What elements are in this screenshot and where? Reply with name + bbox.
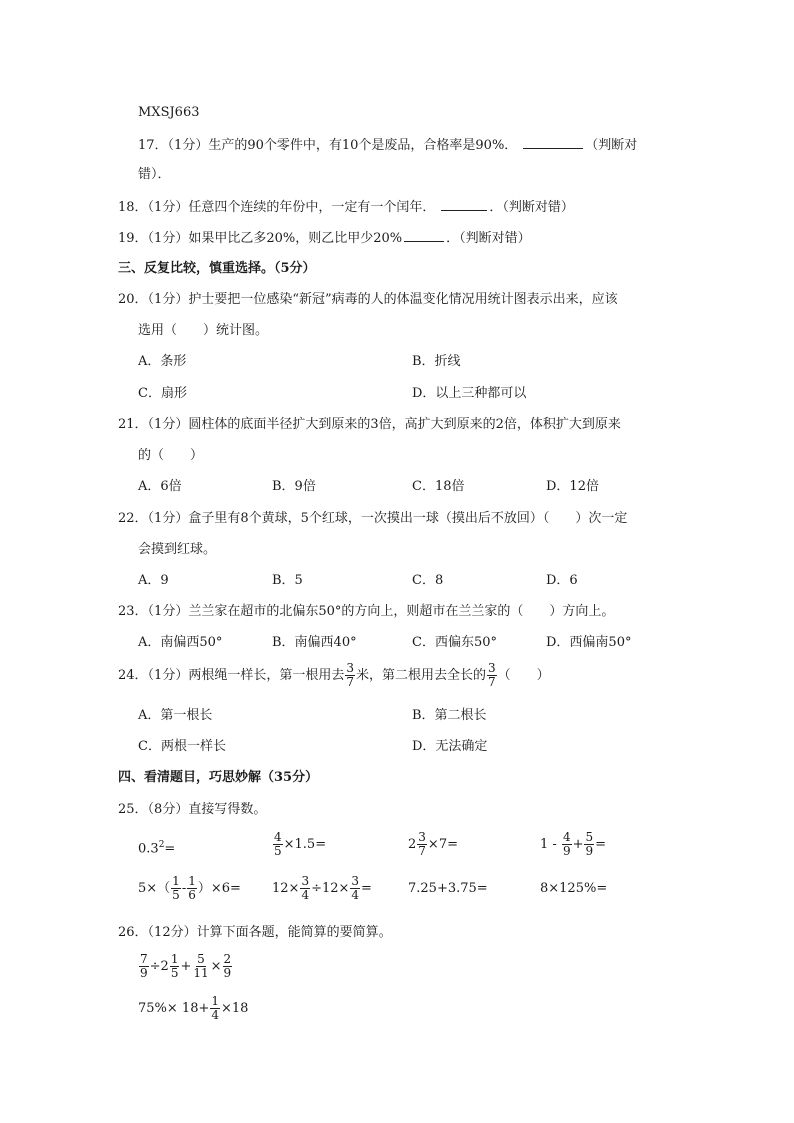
fraction-denominator: 9 <box>140 966 148 980</box>
expr-text: = <box>361 881 372 896</box>
fraction <box>210 995 220 1022</box>
expr-26-2 <box>138 994 248 1024</box>
option-23-d[interactable]: D．西偏南50° <box>546 635 632 650</box>
expr-text: ×7= <box>427 837 458 852</box>
expr-text: = <box>595 837 607 852</box>
fraction-denominator: 7 <box>346 675 354 689</box>
fraction-numerator: 1 <box>188 874 196 888</box>
expr-text: = <box>164 841 176 857</box>
fraction-numerator: 5 <box>585 830 594 844</box>
question-20-line1: 20．（1分）护士要把一位感染“新冠”病毒的人的体温变化情况用统计图表示出来，应该 <box>118 292 618 307</box>
option-20-a[interactable]: A．条形 <box>138 354 187 369</box>
option-21-b[interactable]: B．9倍 <box>272 479 316 494</box>
option-23-c[interactable]: C．西偏东50° <box>412 635 497 650</box>
answer-blank-18[interactable] <box>441 197 487 211</box>
question-22-line2: 会摸到红球。 <box>138 542 217 557</box>
question-19 <box>118 228 531 248</box>
fraction-denominator: 6 <box>188 888 196 902</box>
question-24-line1 <box>118 662 550 690</box>
question-17 <box>138 135 637 155</box>
expr-25-8: 8×125%= <box>540 881 608 896</box>
expr-text: 5×（ <box>138 881 171 896</box>
answer-blank-19[interactable] <box>404 228 444 242</box>
fraction <box>187 875 197 902</box>
question-20-line2: 选用（ ）统计图。 <box>138 323 269 338</box>
fraction-denominator: 4 <box>351 888 360 902</box>
expr-26-1 <box>138 952 233 982</box>
fraction-denominator: 7 <box>418 844 426 858</box>
fraction-numerator: 3 <box>418 830 426 844</box>
question-25-title: 25．（8分）直接写得数。 <box>118 802 267 817</box>
fraction-denominator: 7 <box>487 675 496 689</box>
option-22-c[interactable]: C．8 <box>412 573 444 588</box>
fraction-numerator: 4 <box>562 830 571 844</box>
fraction-numerator: 1 <box>172 874 180 888</box>
question-17-text: 17．（1分）生产的90个零件中，有10个是废品，合格率是90%． <box>138 138 518 153</box>
question-19-text: 19．（1分）如果甲比乙多20%，则乙比甲少20% <box>118 231 403 246</box>
expr-text: 1 - <box>540 837 557 852</box>
expr-25-3 <box>408 830 458 860</box>
expr-text: ）×6= <box>197 881 241 896</box>
section-4-title: 四、看清题目，巧思妙解（35分） <box>118 770 319 785</box>
option-21-a[interactable]: A．6倍 <box>138 479 182 494</box>
question-19-judge: ．（判断对错） <box>446 231 531 246</box>
fraction-denominator: 5 <box>172 888 180 902</box>
question-24-part1: 24．（1分）两根绳一样长，第一根用去 <box>118 668 345 683</box>
question-24-part3: （ ） <box>497 668 550 683</box>
doc-code: MXSJ663 <box>138 105 200 120</box>
expr-text: 75%× 18+ <box>138 1001 210 1016</box>
fraction-numerator: 3 <box>487 661 496 675</box>
expr-text: 2 <box>408 837 417 852</box>
option-23-b[interactable]: B．南偏西40° <box>272 635 357 650</box>
option-22-d[interactable]: D．6 <box>546 573 578 588</box>
expr-text: - <box>181 881 187 896</box>
fraction-three-sevenths-1 <box>345 662 355 689</box>
question-26-title: 26．（12分）计算下面各题，能简算的要简算。 <box>118 925 392 940</box>
question-21-line1: 21．（1分）圆柱体的底面半径扩大到原来的3倍，高扩大到原来的2倍，体积扩大到原来 <box>118 417 621 432</box>
expr-text: ×18 <box>221 1001 249 1016</box>
option-21-d[interactable]: D．12倍 <box>546 479 599 494</box>
fraction-numerator: 3 <box>301 874 310 888</box>
fraction <box>350 875 360 902</box>
question-23-line1: 23．（1分）兰兰家在超市的北偏东50°的方向上，则超市在兰兰家的（ ）方向上。 <box>118 604 615 619</box>
fraction-denominator: 9 <box>562 844 571 858</box>
expr-25-2 <box>272 830 326 860</box>
option-24-b[interactable]: B．第二根长 <box>412 708 487 723</box>
option-20-c[interactable]: C．扇形 <box>138 386 187 401</box>
fraction-numerator: 7 <box>140 952 148 966</box>
expr-25-5 <box>138 874 241 904</box>
option-21-c[interactable]: C．18倍 <box>412 479 465 494</box>
fraction <box>223 953 233 980</box>
exponent: 2 <box>158 840 165 850</box>
fraction <box>417 831 427 858</box>
fraction-denominator: 4 <box>211 1008 219 1022</box>
fraction <box>192 953 209 980</box>
fraction <box>300 875 310 902</box>
option-24-c[interactable]: C．两根一样长 <box>138 739 226 754</box>
option-20-b[interactable]: B．折线 <box>412 354 461 369</box>
fraction-three-sevenths-2 <box>487 662 497 689</box>
expr-25-6 <box>272 874 372 904</box>
question-24-part2: 米，第二根用去全长的 <box>355 668 486 683</box>
option-23-a[interactable]: A．南偏西50° <box>138 635 223 650</box>
fraction-numerator: 1 <box>170 952 179 966</box>
expr-text: ×1.5= <box>283 837 327 852</box>
fraction-numerator: 3 <box>346 661 354 675</box>
expr-25-4 <box>540 830 606 860</box>
fraction-denominator: 5 <box>170 966 179 980</box>
fraction-numerator: 3 <box>351 874 360 888</box>
expr-text: + <box>572 837 584 852</box>
fraction <box>584 831 594 858</box>
option-24-a[interactable]: A．第一根长 <box>138 708 213 723</box>
expr-text: ÷2 <box>149 959 169 974</box>
fraction <box>171 875 181 902</box>
expr-25-1 <box>138 836 175 858</box>
expr-text: 12× <box>272 881 300 896</box>
fraction-numerator: 1 <box>211 994 219 1008</box>
expr-text: ÷12× <box>311 881 350 896</box>
fraction-numerator: 2 <box>223 952 232 966</box>
question-18-text: 18．（1分）任意四个连续的年份中，一定有一个闰年． <box>118 200 436 215</box>
fraction-numerator: 4 <box>274 830 282 844</box>
answer-blank-17[interactable] <box>523 135 583 149</box>
fraction-denominator: 9 <box>585 844 594 858</box>
fraction <box>170 953 180 980</box>
fraction-denominator: 11 <box>193 966 209 980</box>
fraction-denominator: 4 <box>301 888 310 902</box>
expr-text: + <box>180 959 192 974</box>
fraction-denominator: 5 <box>274 844 282 858</box>
question-17-judge: （判断对 <box>585 138 638 153</box>
expr-text: 0.3 <box>138 841 159 857</box>
option-22-a[interactable]: A．9 <box>138 573 169 588</box>
expr-text: × <box>210 959 222 974</box>
question-18 <box>118 197 574 217</box>
option-20-d[interactable]: D．以上三种都可以 <box>412 386 527 401</box>
fraction-numerator: 5 <box>197 952 205 966</box>
expr-25-7: 7.25+3.75= <box>408 881 488 896</box>
section-3-title: 三、反复比较，慎重选择。（5分） <box>118 261 316 276</box>
question-17-line2: 错）． <box>138 167 171 182</box>
question-21-line2: 的（ ） <box>138 448 204 463</box>
option-24-d[interactable]: D．无法确定 <box>412 739 488 754</box>
fraction-denominator: 9 <box>223 966 232 980</box>
fraction <box>562 831 572 858</box>
fraction <box>273 831 283 858</box>
question-22-line1: 22．（1分）盒子里有8个黄球，5个红球，一次摸出一球（摸出后不放回）（ ）次一定 <box>118 511 628 526</box>
fraction <box>139 953 149 980</box>
option-22-b[interactable]: B．5 <box>272 573 303 588</box>
question-18-judge: ．（判断对错） <box>489 200 574 215</box>
